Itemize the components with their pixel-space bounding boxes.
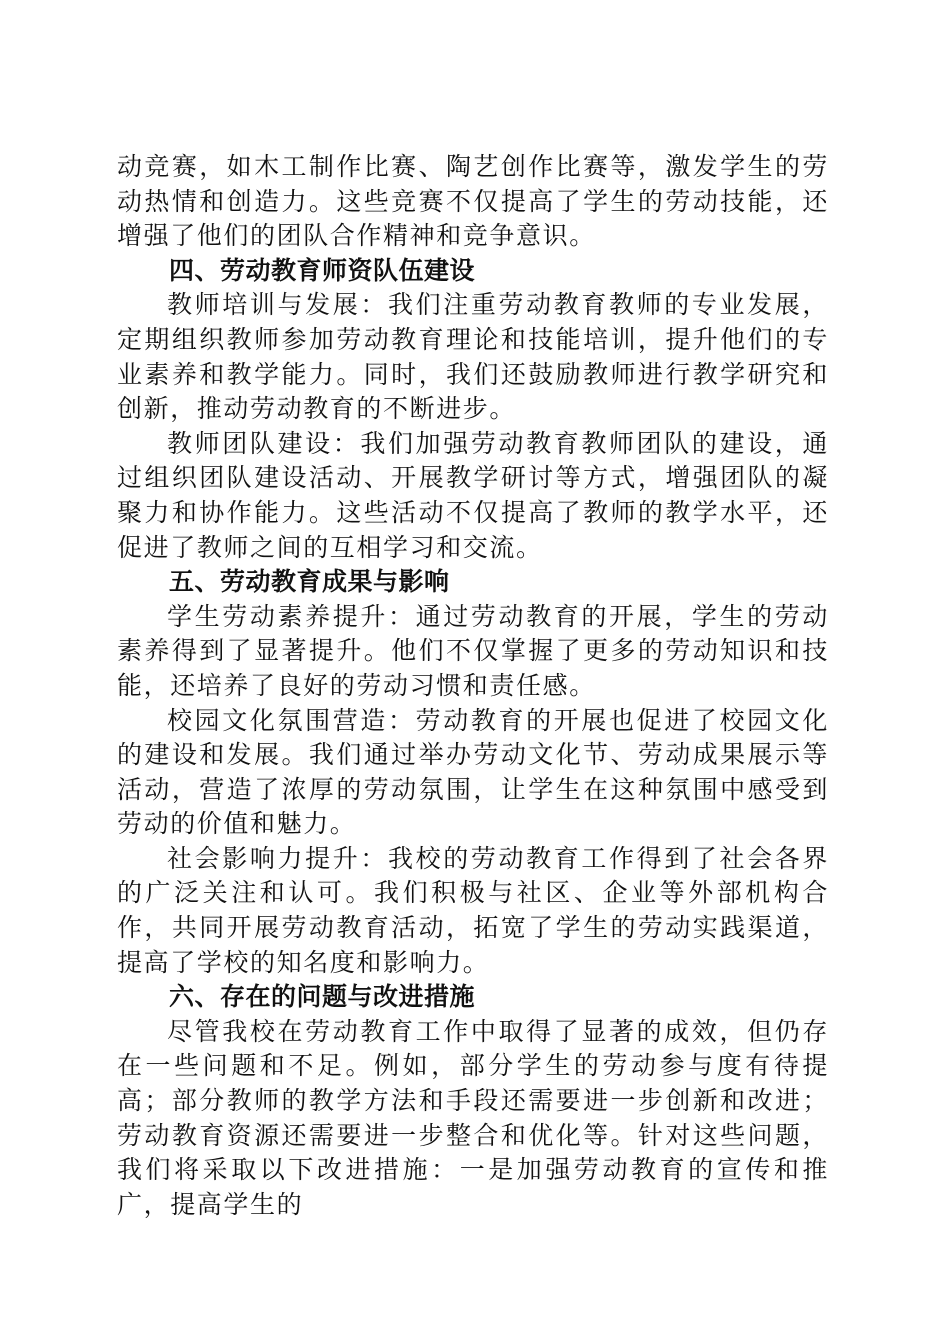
section-heading: 五、劳动教育成果与影响	[169, 567, 450, 597]
body-paragraph: 动竞赛，如木工制作比赛、陶艺创作比赛等，激发学生的劳动热情和创造力。这些竞赛不仅提高了学生的劳动技能，还增强了他们的团队合作精神和竞争意识。	[117, 152, 829, 251]
document-page	[117, 150, 829, 1222]
body-paragraph: 教师团队建设：我们加强劳动教育教师团队的建设，通过组织团队建设活动、开展教学研讨等方式，增强团队的凝聚力和协作能力。这些活动不仅提高了教师的教学水平，还促进了教师之间的互相学习和交流。	[117, 428, 829, 562]
body-paragraph: 社会影响力提升：我校的劳动教育工作得到了社会各界的广泛关注和认可。我们积极与社区、企业等外部机构合作，共同开展劳动教育活动，拓宽了学生的劳动实践渠道，提高了学校的知名度和影响力。	[117, 843, 829, 977]
section-heading: 四、劳动教育师资队伍建设	[169, 255, 476, 285]
body-paragraph: 学生劳动素养提升：通过劳动教育的开展，学生的劳动素养得到了显著提升。他们不仅掌握了更多的劳动知识和技能，还培养了良好的劳动习惯和责任感。	[117, 601, 829, 700]
body-paragraph: 教师培训与发展：我们注重劳动教育教师的专业发展，定期组织教师参加劳动教育理论和技能培训，提升他们的专业素养和教学能力。同时，我们还鼓励教师进行教学研究和创新，推动劳动教育的不断进步。	[117, 290, 829, 424]
body-paragraph: 尽管我校在劳动教育工作中取得了显著的成效，但仍存在一些问题和不足。例如，部分学生的劳动参与度有待提高；部分教师的教学方法和手段还需要进一步创新和改进；劳动教育资源还需要进一步整合和优化等。针对这些问题，我们将采取以下改进措施：一是加强劳动教育的宣传和推广，提高学生的	[117, 1016, 829, 1219]
body-paragraph: 校园文化氛围营造：劳动教育的开展也促进了校园文化的建设和发展。我们通过举办劳动文化节、劳动成果展示等活动，营造了浓厚的劳动氛围，让学生在这种氛围中感受到劳动的价值和魅力。	[117, 705, 829, 839]
section-heading: 六、存在的问题与改进措施	[169, 982, 476, 1012]
